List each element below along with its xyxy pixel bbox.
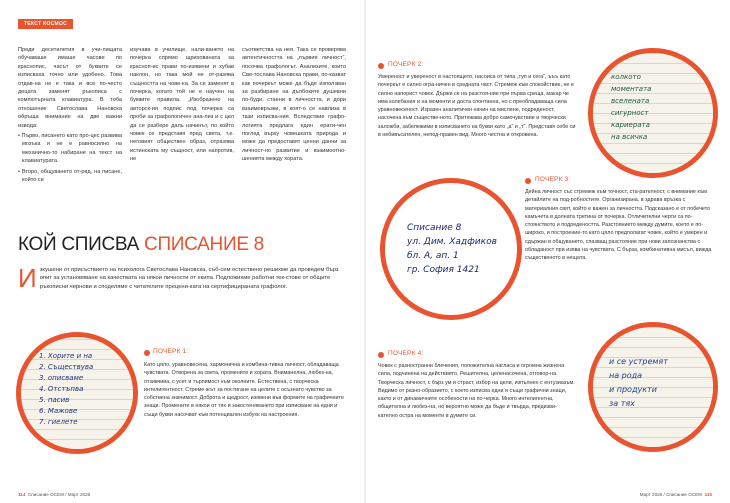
hw-line: моментата xyxy=(611,85,652,93)
intro-bullet: • Първо, писането като про-цес развива мозъка и не е равносилно на механично-то набиране на текст на клавиатурата. xyxy=(18,133,122,165)
headline-accent: СПИСАНИЕ 8 xyxy=(144,234,264,255)
section-tag: ТЕКСТ КОСМОС xyxy=(18,19,73,29)
sample-1-body: Като цяло, уравновесена, хармонична и комбина-тивна личност, обладаваща чувствата. Отворена за света, промените и хората. Вниманелна, любез-на, отзивчива, с усет и търпимост към околните. Естествена, с творческа интелигентност. Стреме-жът за постигане на целите с осъзнато чувство за собствена значимост. Доброта и щедрост, изявени във формите на графичните знаци. Промените в някои от тях и закостеняването при изписване на едни и същи букви насочват към потенциален избухк на настроения. xyxy=(144,362,344,418)
handwriting-envelope-image xyxy=(380,178,522,320)
footer-right-text: Март 2026 / Списание ОСЕМ xyxy=(639,492,703,497)
intro-paragraph: изучава в училище, нали-ването на почерка спрямо щрихованата за красноп-ис прави по-изявени и хубав наклон, но така мой не от-разява същността на чове-ка. За се заменят в почерка, когато той не е научен на буквите правила. „Изобразено на авторск-ия подпис под почерка са проби за графологичен ана-лиз и с цел да се разбере даль начинът, по който човек се представя пред света, т.е. неговият обществен образ, отразява истинската му същност, или напротив, не xyxy=(130,47,234,163)
hw-line: бл. А, ап. 1 xyxy=(407,251,459,261)
hw-line: на всичка xyxy=(611,133,648,141)
hw-line: на рода xyxy=(609,371,643,380)
sample-2-title: ПОЧЕРК 2: xyxy=(388,61,424,68)
hw-line: вселената xyxy=(611,97,650,105)
footer-left-text: Списание ОСЕМ / Март 2026 xyxy=(27,492,91,497)
handwriting-sample-2-image xyxy=(588,48,718,178)
hw-line: 2. Съществува xyxy=(39,363,94,371)
hw-line: гр. София 1421 xyxy=(407,265,480,275)
intro-column-3 xyxy=(242,46,346,166)
intro-column-1 xyxy=(18,46,122,187)
sample-4-body: Човек с разностранни блечения, положителна нагласа и огромна жизнена сила, подчинена на действието. Решителна, целенасочена, отговор-на. Творческа личност, с бърз ум и страст, избор на цели, изпълнен с ентузиазъм. Видимо от разно-образието, с което изписва едни и същи графични знаци, както и от динамичните особености на по-черка. Много интелигентна, общителна и любез-на, но вероятно може да бъде и твърда, предизви-кателно остра на моменти в думите си. xyxy=(378,363,575,419)
article-headline xyxy=(18,234,264,256)
handwriting-sample-4-image xyxy=(588,322,718,452)
hw-line: 4. Отстъпва xyxy=(39,385,84,393)
hw-line: 6. Мажове xyxy=(39,407,78,415)
page-spine xyxy=(364,0,366,503)
sample-2-body: Умереност и увереност в настоящето, насоиса от типа „туп и сега“, ъъъ като почеркът е силно огра-ничен в средната част. Стремеж към спокойствие, не е силно напорист човек. Държи се на разстоя-ние при първа среща, макар че има колебания и на моменти и доста спонтанна, но с преобладаваща сила уравновесеност. Изразен аналитичен начин на мислене, подреденост, насочена към съществе-ното. Притежава добро самочувствие и творчески заложби, забележими в изписването на букви като „а“ и „т“. Представя себе си в небивъсателен, непод-правен вид. Много честна и откровена. xyxy=(378,74,576,139)
page-number-left: 114 xyxy=(18,492,26,497)
sample-3-title: ПОЧЕРК 3: xyxy=(535,176,571,183)
hw-line: за тях xyxy=(609,399,635,408)
sample-marker-dot xyxy=(525,178,531,184)
intro-paragraph: съответства на нея. Така се проверява автентичността на „първия личност“, посочва графологът. Анализите, които Све-тослава Нановска прави, по-казват как почеркът може да бъде използван за разбиране на дълбоките душевни по-буди, стаени в личността, и дори взаимовръзки, в коят-о се навлиза в тази изписва-ния. Вследствие графо-логията предлага един ерати-чен поглед върху човешката природа и може да предоставят ценни данни за личност-но развитие и взаимоотно-шенията между хората. xyxy=(242,47,346,163)
lead-text: зкушени от присъствието на психолога Светослава Нановска, съб-сем естествено решихме да проведем бърз опит за установяване на качествата на някои личности от екипа. Подложихме работни тек-стове от общите ръкописни чернови и споделяме с читателите прецени-ката на сертифицираната графолог. xyxy=(39,267,339,290)
sample-1-title: ПОЧЕРК 1: xyxy=(153,348,189,355)
hw-line: 1. Хорите и на xyxy=(39,352,93,360)
dropcap: И xyxy=(18,263,37,293)
hw-line: 5. пасив xyxy=(39,396,70,404)
hw-line: Списание 8 xyxy=(407,223,462,233)
sample-marker-dot xyxy=(378,352,384,358)
intro-bullet: • Второ, общуването от-ряд, на писане, който се xyxy=(18,168,122,184)
sample-marker-dot xyxy=(144,350,150,356)
handwriting-sample-1-image xyxy=(16,332,138,454)
hw-line: и продукти xyxy=(609,385,657,394)
hw-line: ул. Дим. Хадфиков xyxy=(407,237,497,247)
intro-paragraph: Преди десетилетия в учи-лищата обучаваше имаше часове по краснопис, часът от буквите се изписваха точно или удобено. Това отдав-на не е така и все по-често децата заменят ръкописа с компютърната клавиатура. В тоба отношение Светослава Нановска обръща внимание на две важни извода: xyxy=(18,47,122,129)
sample-4-title: ПОЧЕРК 4: xyxy=(388,350,424,357)
article-lead xyxy=(18,263,348,293)
sample-marker-dot xyxy=(378,63,384,69)
hw-line: колкото xyxy=(611,73,641,81)
hw-line: 7. гиелете xyxy=(39,418,78,426)
footer-right xyxy=(640,492,712,497)
footer-left xyxy=(18,492,90,497)
hw-line: сигурност xyxy=(611,109,649,117)
hw-line: и се устремят xyxy=(609,357,668,366)
page-number-right: 115 xyxy=(704,492,712,497)
sample-3-body: Дейна личност със стремеж към точност, ста-рателност, с внимание към детайлите на под-робностите. Организирана, в здрава връзка с материалния свят, който е важен за личността. Подсказано е от побечето камъчета в долната третина от почерка. Отличителни черти са по-стоянството и подредеността. Разстоянието между думите, което е по-широко, и построение-то като цяло предполагат човек, който е умерен и сдържан в общуването, спазващ разстояние при нови запознанства с обладаност при изява на чувствата. С бърза, комбинативна мисъл, вижда същественото в нещата. xyxy=(525,189,712,262)
intro-column-2 xyxy=(130,46,234,166)
headline-part: КОЙ СПИСВА xyxy=(18,234,145,255)
hw-line: 3. описваме xyxy=(39,374,84,382)
hw-line: кариерата xyxy=(611,121,650,129)
